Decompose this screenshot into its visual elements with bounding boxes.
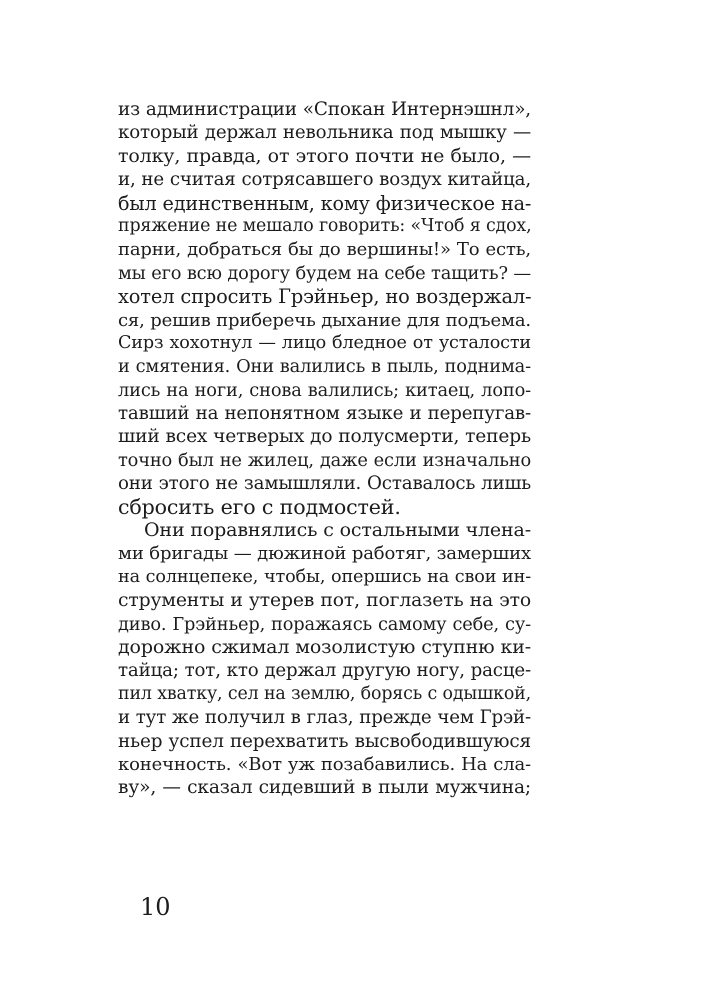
paragraph-1 [118,98,531,519]
text-line: ся, решив приберечь дыхание для подъема. [118,309,531,331]
text-line: был единственным, кому физическое на- [118,191,532,215]
text-line: ньер успел перехватить высвободившуюся [118,730,531,752]
text-line: Сирз хохотнул — лицо бледное от усталости [118,332,531,353]
text-line: они этого не замышляли. Оставалось лишь [118,473,531,495]
text-line: тайца; тот, кто держал другую ногу, расце- [118,660,531,682]
text-line: дорожно сжимал мозолистую ступню ки- [118,635,531,658]
text-line: ший всех четверых до полусмерти, теперь [118,426,531,448]
body-text [118,98,531,800]
text-line: лись на ноги, снова валились; китаец, лопо- [118,379,531,401]
text-line: Они поравнялись с остальными члена- [144,519,531,542]
text-line: и смятения. Они валились в пыль, поднима- [118,356,531,378]
text-line: и тут же получил в глаз, прежде чем Грэй- [118,707,531,729]
paragraph-2 [118,519,531,800]
text-line: парни, добраться бы до вершины!» То есть, [118,239,531,261]
text-line: из администрации «Спокан Интернэшнл», [118,99,531,120]
page-number: 10 [140,893,171,921]
text-line: мы его всю дорогу будем на себе тащить? — [118,262,531,284]
text-line: конечность. «Вот уж позабавились. На сла- [118,753,531,775]
text-line: струменты и утерев пот, поглазеть на это [118,590,531,612]
text-line: ми бригады — дюжиной работяг, замерших [118,543,531,565]
text-line: хотел спросить Грэйньер, но воздержал- [118,285,532,309]
text-line: ву», — сказал сидевший в пыли мужчина; [118,777,531,799]
text-line: на солнцепеке, чтобы, опершись на свои ин- [118,566,531,587]
text-line: толку, правда, от этого почти не было, — [118,144,531,167]
text-line: пил хватку, сел на землю, борясь с одышкой, [118,683,531,704]
text-line: диво. Грэйньер, поражаясь самому себе, су- [118,613,531,635]
text-line: сбросить его с подмостей. [118,494,401,519]
text-line: который держал невольника под мышку — [118,122,531,144]
text-line: и, не считая сотрясавшего воздух китайца, [118,169,531,191]
text-line: тавший на непонятном языке и перепугав- [118,403,531,425]
text-line: пряжение не мешало говорить: «Чтоб я сдох, [118,215,532,236]
text-line: точно был не жилец, даже если изначально [118,449,531,471]
